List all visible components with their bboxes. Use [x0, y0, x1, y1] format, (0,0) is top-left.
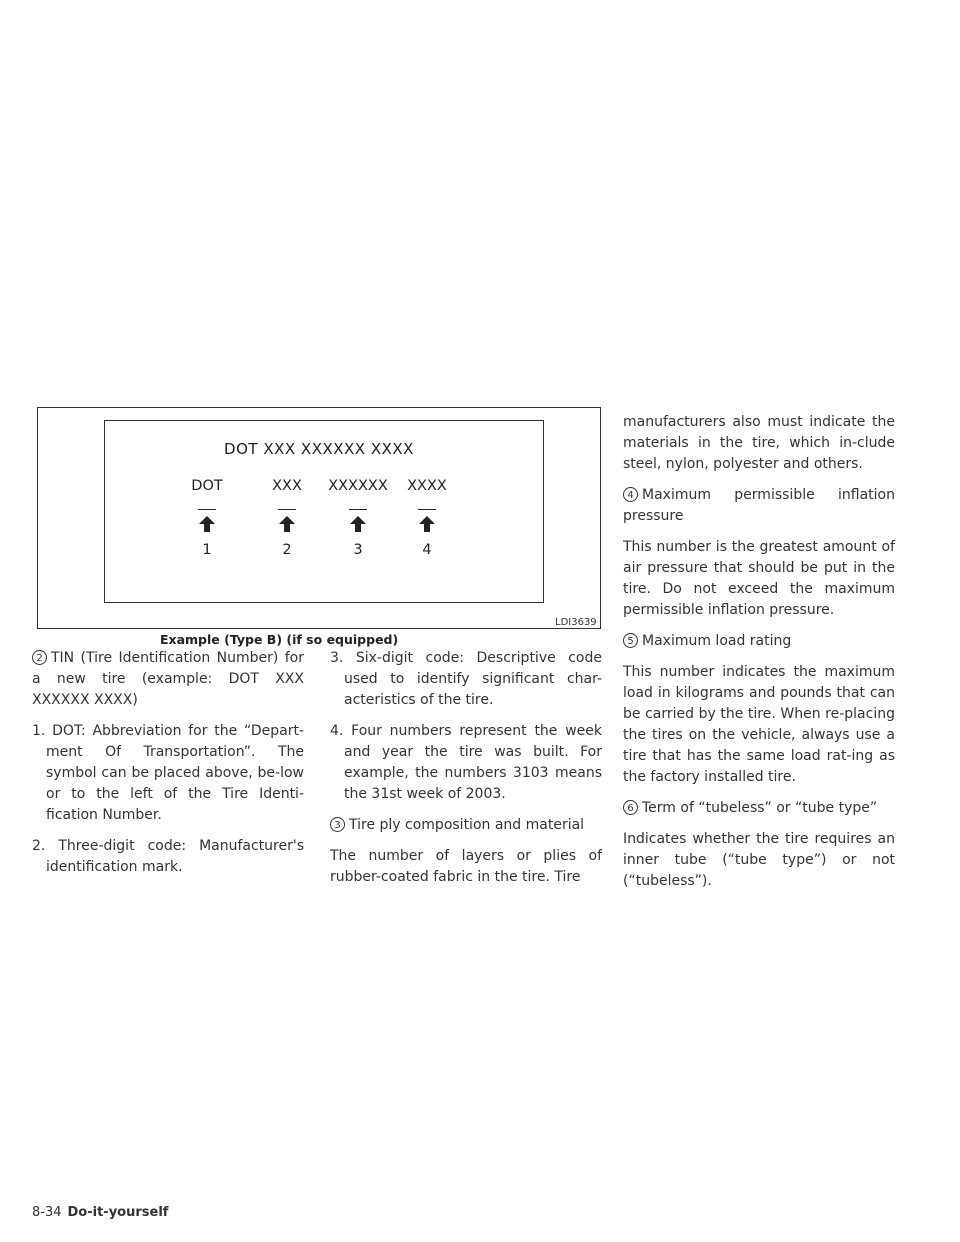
figure-code: LDI3639	[555, 617, 597, 628]
circled-number-5: 5	[623, 633, 638, 648]
up-arrow-icon	[198, 515, 216, 533]
part-label: XXXXXX	[328, 478, 388, 494]
left-column	[32, 648, 304, 888]
item-6-heading: 6 Term of “tubeless” or “tube type”	[623, 798, 895, 819]
figure-part-date	[382, 478, 472, 558]
underline-mark	[418, 509, 436, 510]
item-5-text: This number indicates the maximum load in kilograms and pounds that can be carried by the tire. When re-placing the tires on the vehicle, always use a tire that has the same load rat-ing as the factory installed tire.	[623, 664, 895, 785]
circled-number-6: 6	[623, 800, 638, 815]
figure-title: DOT XXX XXXXXX XXXX	[224, 440, 414, 458]
figure-part-dot	[162, 478, 252, 558]
item-4-heading: 4 Maximum permissible inflation pressure	[623, 487, 895, 524]
part-label: XXX	[272, 478, 302, 494]
section-title: Do-it-yourself	[67, 1205, 169, 1220]
part-label: DOT	[191, 478, 223, 494]
up-arrow-icon	[349, 515, 367, 533]
item-3-heading: 3 Tire ply composition and material	[330, 815, 602, 836]
circled-number-3: 3	[330, 817, 345, 832]
part-number: 1	[202, 542, 212, 558]
part-number: 2	[282, 542, 292, 558]
figure-caption: Example (Type B) (if so equipped)	[160, 632, 399, 647]
list-item-3: 3. Six-digit code: Descriptive code used to identify significant char-acteristics of the tire.	[330, 650, 602, 708]
item-5-heading: 5 Maximum load rating	[623, 631, 895, 652]
item-6-text: Indicates whether the tire requires an inner tube (“tube type”) or not (“tubeless”).	[623, 831, 895, 889]
part-label: XXXX	[407, 478, 447, 494]
up-arrow-icon	[278, 515, 296, 533]
circled-number-4: 4	[623, 487, 638, 502]
item-2-paragraph	[32, 648, 304, 711]
item-3-text: The number of layers or plies of rubber-coated fabric in the tire. Tire	[330, 848, 602, 885]
page-footer	[32, 1205, 168, 1220]
continued-text: manufacturers also must indicate the materials in the tire, which in-clude steel, nylon, polyester and others.	[623, 414, 895, 472]
circled-number-2: 2	[32, 650, 47, 665]
page-number: 8-34	[32, 1205, 62, 1220]
list-item-1: 1. DOT: Abbreviation for the “Depart-ment Of Transportation”. The symbol can be placed above, be-low or to the left of the Tire Identi-fication Number.	[32, 723, 304, 823]
underline-mark	[349, 509, 367, 510]
item-2-text: TIN (Tire Identification Number) for a new tire (example: DOT XXX XXXXXX XXXX)	[32, 650, 304, 708]
list-item-2: 2. Three-digit code: Manufacturer's identification mark.	[32, 838, 304, 875]
item-4-text: This number is the greatest amount of air pressure that should be put in the tire. Do not exceed the maximum permissible inflation pressure.	[623, 539, 895, 618]
underline-mark	[198, 509, 216, 510]
up-arrow-icon	[418, 515, 436, 533]
part-number: 3	[353, 542, 363, 558]
underline-mark	[278, 509, 296, 510]
right-column	[623, 412, 895, 902]
list-item-4: 4. Four numbers represent the week and year the tire was built. For example, the numbers 3103 means the 31st week of 2003.	[330, 723, 602, 802]
middle-column	[330, 648, 602, 898]
part-number: 4	[422, 542, 432, 558]
